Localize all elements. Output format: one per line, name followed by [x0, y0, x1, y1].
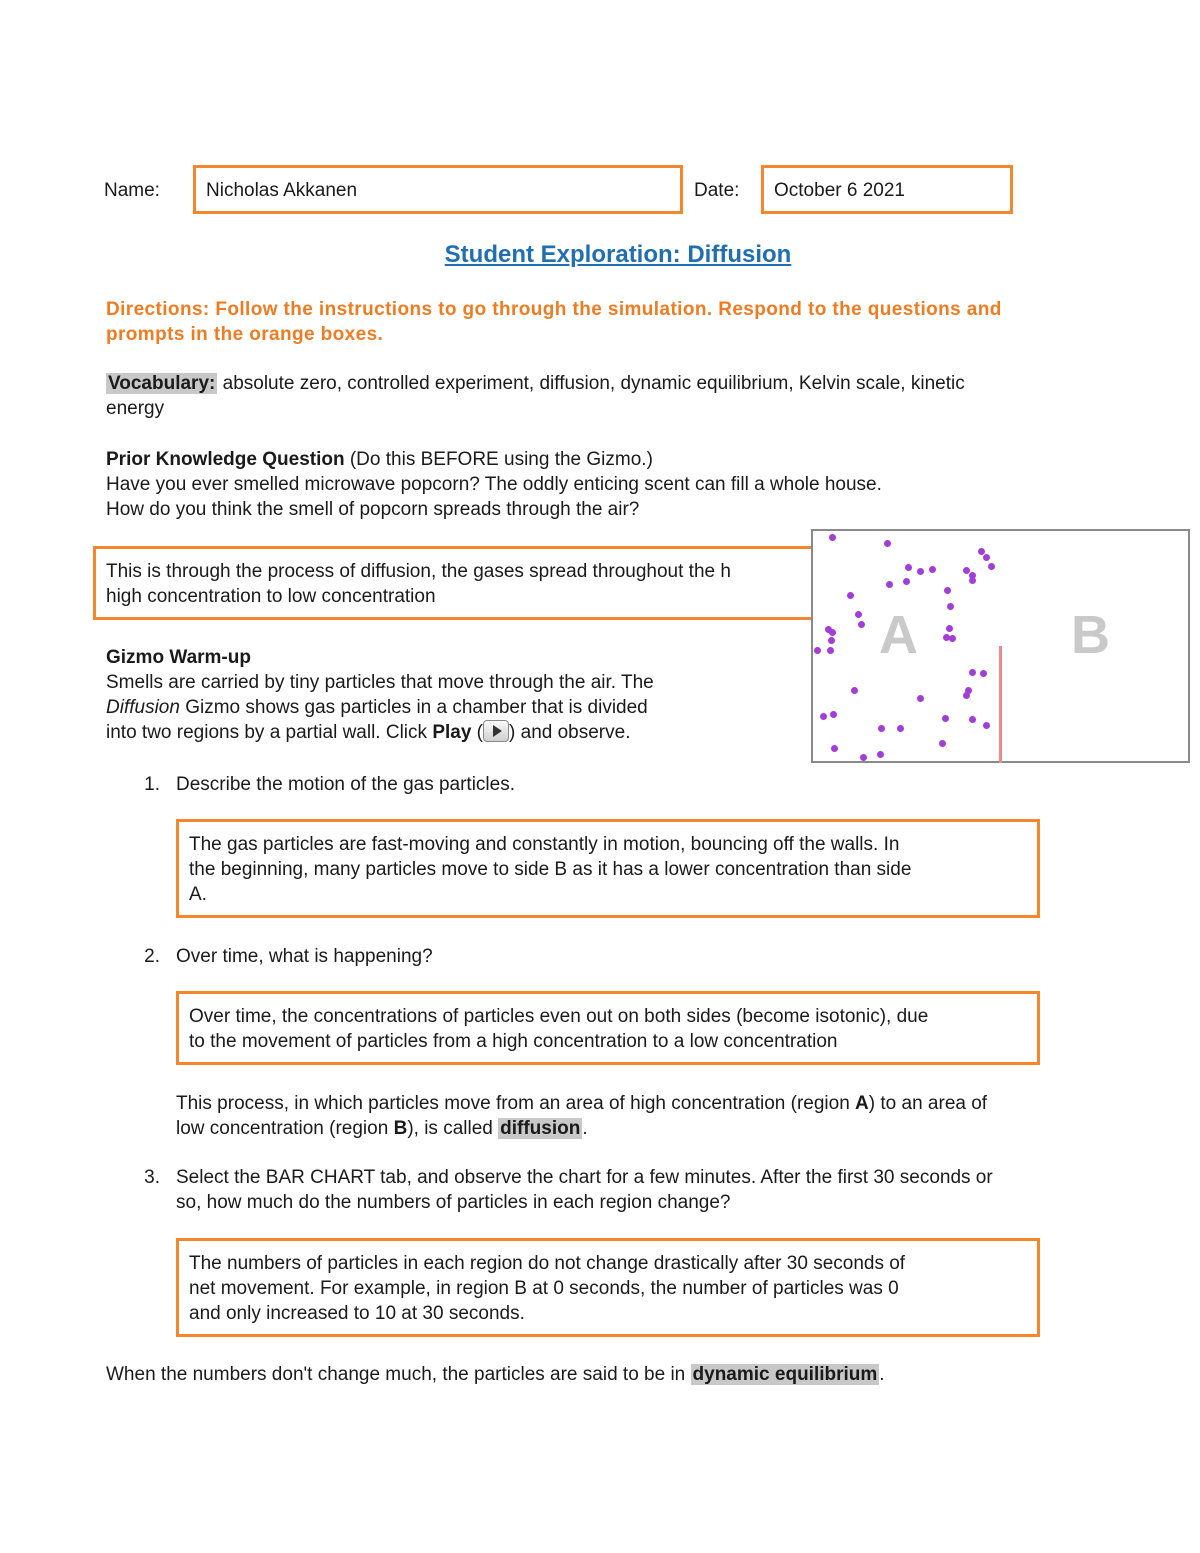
particle	[947, 603, 954, 610]
warmup-paren-open: (	[471, 722, 484, 743]
warmup-gizmo-name: Diffusion	[106, 697, 180, 718]
warmup-line-1: Smells are carried by tiny particles that move through the air. The	[106, 672, 654, 693]
question-2-answer-box[interactable]	[176, 991, 1040, 1065]
question-1-answer-box[interactable]	[176, 819, 1040, 918]
particle	[929, 566, 936, 573]
particle	[878, 725, 885, 732]
warmup-heading: Gizmo Warm-up	[106, 647, 251, 668]
particle	[851, 687, 858, 694]
question-1-number: 1.	[144, 774, 160, 795]
date-label: Date:	[694, 180, 740, 201]
directions-line-2: prompts in the orange boxes.	[106, 324, 384, 345]
particle	[829, 534, 836, 541]
diffusion-note-line-1-end: ) to an area of	[868, 1093, 988, 1114]
prior-knowledge-answer-line-2: high concentration to low concentration	[106, 586, 436, 607]
particle	[884, 540, 891, 547]
particle	[814, 647, 821, 654]
question-3-answer-box[interactable]	[176, 1238, 1040, 1337]
particle	[969, 577, 976, 584]
particle	[830, 711, 837, 718]
name-field[interactable]	[193, 165, 683, 214]
particle	[983, 554, 990, 561]
region-b-ref: B	[393, 1118, 408, 1139]
particle	[944, 587, 951, 594]
particle	[828, 637, 835, 644]
prior-knowledge-answer-box[interactable]	[93, 546, 833, 620]
question-2-number: 2.	[144, 946, 160, 967]
particle	[988, 563, 995, 570]
particle	[829, 629, 836, 636]
prior-knowledge-heading: Prior Knowledge Question	[106, 449, 345, 470]
question-3-text	[176, 1165, 1136, 1215]
prior-knowledge-answer-line-1: This is through the process of diffusion, the gases spread throughout the h	[106, 561, 731, 582]
particle	[903, 578, 910, 585]
warmup-section	[106, 645, 806, 745]
equilibrium-note	[106, 1362, 1106, 1387]
particle	[831, 745, 838, 752]
particle	[897, 725, 904, 732]
particle	[855, 611, 862, 618]
prior-knowledge-line-2: How do you think the smell of popcorn spreads through the air?	[106, 499, 640, 520]
particle	[943, 634, 950, 641]
partial-wall	[999, 646, 1002, 763]
vocabulary	[106, 371, 1106, 421]
particle	[969, 669, 976, 676]
play-icon	[483, 720, 509, 742]
question-2-answer-line-1: Over time, the concentrations of particles even out on both sides (become isotonic), due	[189, 1006, 929, 1027]
diffusion-note-line-2-mid: ), is called	[407, 1118, 499, 1139]
particle	[980, 670, 987, 677]
particle	[983, 722, 990, 729]
question-3-answer-line-1: The numbers of particles in each region do not change drastically after 30 seconds of	[189, 1253, 906, 1274]
particle	[917, 695, 924, 702]
play-label: Play	[432, 722, 472, 743]
question-3-answer-line-3: and only increased to 10 at 30 seconds.	[189, 1303, 525, 1324]
question-2-answer-line-2: to the movement of particles from a high concentration to a low concentration	[189, 1031, 838, 1052]
diffusion-note-line-2: low concentration (region	[176, 1118, 394, 1139]
question-3-text-line-1: Select the BAR CHART tab, and observe the chart for a few minutes. After the first 30 seconds or	[176, 1167, 993, 1188]
vocabulary-terms-line-2: energy	[106, 398, 165, 419]
region-b-label: B	[1071, 605, 1110, 665]
particle	[847, 592, 854, 599]
warmup-line-3-end: ) and observe.	[509, 722, 631, 743]
diffusion-term: diffusion	[500, 1118, 581, 1139]
particle	[860, 754, 867, 761]
vocabulary-terms-line-1: absolute zero, controlled experiment, diffusion, dynamic equilibrium, Kelvin scale, kinetic	[217, 373, 965, 394]
dynamic-equilibrium-term: dynamic equilibrium	[692, 1364, 878, 1385]
particle	[858, 621, 865, 628]
equilibrium-note-text: When the numbers don't change much, the particles are said to be in	[106, 1364, 691, 1385]
question-3-number: 3.	[144, 1167, 160, 1188]
particle	[905, 564, 912, 571]
warmup-line-2: Gizmo shows gas particles in a chamber that is divided	[179, 697, 648, 718]
question-3-answer-line-2: net movement. For example, in region B at 0 seconds, the number of particles was 0	[189, 1278, 899, 1299]
directions-line-1: Directions: Follow the instructions to go through the simulation. Respond to the questions and	[106, 299, 1002, 320]
particle	[827, 647, 834, 654]
particle	[917, 568, 924, 575]
question-1-answer-line-1: The gas particles are fast-moving and constantly in motion, bouncing off the walls. In	[189, 834, 900, 855]
date-field[interactable]	[761, 165, 1013, 214]
directions	[106, 297, 1002, 347]
question-1-answer-line-2: the beginning, many particles move to side B as it has a lower concentration than side	[189, 859, 912, 880]
name-label: Name:	[104, 180, 160, 201]
particle	[969, 716, 976, 723]
particle	[942, 715, 949, 722]
page-title: Student Exploration: Diffusion	[444, 241, 792, 268]
particle	[939, 740, 946, 747]
diffusion-simulation-image	[811, 529, 1190, 763]
question-2-text: Over time, what is happening?	[176, 946, 433, 967]
equilibrium-note-end: .	[879, 1364, 885, 1385]
name-value: Nicholas Akkanen	[206, 180, 358, 201]
particle	[963, 692, 970, 699]
question-1-answer-line-3: A.	[189, 884, 207, 905]
region-a-ref: A	[855, 1093, 869, 1114]
particle	[949, 635, 956, 642]
particle	[886, 581, 893, 588]
region-a-label: A	[879, 605, 918, 665]
prior-knowledge-line-1: Have you ever smelled microwave popcorn? The oddly enticing scent can fill a whole house.	[106, 474, 882, 495]
prior-knowledge-note: (Do this BEFORE using the Gizmo.)	[344, 449, 653, 470]
question-1-text: Describe the motion of the gas particles.	[176, 774, 516, 795]
question-3-text-line-2: so, how much do the numbers of particles in each region change?	[176, 1192, 731, 1213]
date-value: October 6 2021	[774, 180, 905, 201]
vocabulary-label: Vocabulary:	[108, 373, 216, 394]
diffusion-note-period: .	[582, 1118, 588, 1139]
diffusion-note	[176, 1091, 1136, 1141]
diffusion-note-line-1: This process, in which particles move from an area of high concentration (region	[176, 1093, 856, 1114]
particle	[820, 713, 827, 720]
prior-knowledge-section	[106, 447, 1106, 522]
particle	[877, 751, 884, 758]
particle	[946, 625, 953, 632]
warmup-line-3: into two regions by a partial wall. Click	[106, 722, 433, 743]
